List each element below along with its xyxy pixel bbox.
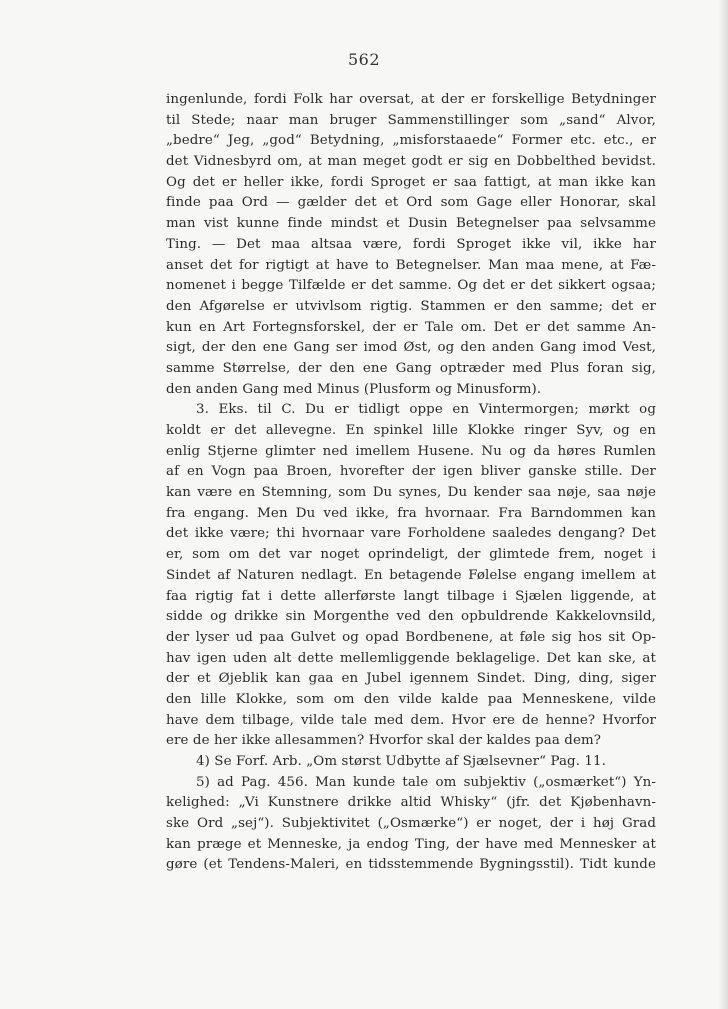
text-line: enlig Stjerne glimter ned imellem Husene. Nu og da høres Rumlen bbox=[166, 443, 656, 459]
text-line: kan være en Stemning, som Du synes, Du kender saa nøje, saa nøje bbox=[166, 485, 656, 501]
text-line: samme Størrelse, der den ene Gang optræder med Plus foran sig, bbox=[166, 360, 656, 376]
text-line: have dem tilbage, vilde tale med dem. Hvor ere de henne? Hvorfor bbox=[166, 712, 656, 728]
text-line: fra engang. Men Du ved ikke, fra hvornaar. Fra Barndommen kan bbox=[166, 505, 656, 521]
text-line: finde paa Ord — gælder det et Ord som Gage eller Honorar, skal bbox=[166, 195, 656, 211]
text-line: koldt er det allevegne. En spinkel lille Klokke ringer Syv, og en bbox=[166, 423, 656, 438]
text-line: den lille Klokke, som om den vilde kalde paa Menneskene, vilde bbox=[166, 691, 656, 707]
text-line: den Afgørelse er utvivlsom rigtig. Stammen er den samme; det er bbox=[166, 298, 656, 314]
text-line: sigt, der den ene Gang ser imod Øst, og den anden Gang imod Vest, bbox=[166, 340, 656, 356]
text-line: ingenlunde, fordi Folk har oversat, at der er forskellige Betydninger bbox=[166, 92, 656, 107]
page-edge-shadow bbox=[718, 0, 728, 1009]
text-line: Sindet af Naturen nedlagt. En betagende Følelse engang imellem at bbox=[166, 567, 656, 583]
text-line: af en Vogn paa Broen, hvorefter der igen bliver ganske stille. Der bbox=[166, 464, 656, 480]
text-line: anset det for rigtigt at have to Betegnelser. Man maa mene, at Fæ- bbox=[166, 257, 656, 273]
text-line: 4) Se Forf. Arb. „Om størst Udbytte af Sjælsevner“ Pag. 11. bbox=[196, 754, 607, 769]
text-line: der et Øjeblik kan gaa en Jubel igennem Sindet. Ding, ding, siger bbox=[166, 671, 656, 687]
text-line: 3. Eks. til C. Du er tidligt oppe en Vintermorgen; mørkt og bbox=[196, 402, 656, 418]
text-line: det Vidnesbyrd om, at man meget godt er sig en Dobbelthed bevidst. bbox=[166, 154, 656, 170]
text-line: 5) ad Pag. 456. Man kunde tale om subjektiv („osmærket“) Yn- bbox=[196, 774, 656, 790]
text-line: nomenet i begge Tilfælde er det samme. Og det er det sikkert ogsaa; bbox=[166, 278, 656, 294]
text-line: Ting. — Det maa altsaa være, fordi Sproget ikke vil, ikke har bbox=[166, 236, 656, 252]
text-line: faa rigtig fat i dette allerførste langt tilbage i Sjælen liggende, at bbox=[166, 588, 656, 604]
text-line: til Stede; naar man bruger Sammenstillinger som „sand“ Alvor, bbox=[166, 112, 656, 128]
text-line: der lyser ud paa Gulvet og opad Bordbenene, at føle sig hos sit Op- bbox=[166, 629, 656, 645]
text-line: kelighed: „Vi Kunstnere drikke altid Whisky“ (jfr. det Kjøbenhavn- bbox=[166, 795, 656, 811]
text-line: gøre (et Tendens-Maleri, en tidsstemmende Bygningsstil). Tidt kunde bbox=[166, 857, 656, 873]
text-line: „bedre“ Jeg, „god“ Betydning, „misforstaaede“ Former etc. etc., er bbox=[166, 133, 656, 149]
text-line: Og det er heller ikke, fordi Sproget er saa fattigt, at man ikke kan bbox=[166, 174, 656, 190]
text-line: det ikke være; thi hvornaar vare Forholdene saaledes dengang? Det bbox=[166, 526, 656, 542]
text-line: ske Ord „sej“). Subjektivitet („Osmærke“) er noget, der i høj Grad bbox=[166, 816, 656, 832]
body-text bbox=[166, 90, 656, 876]
text-line: den anden Gang med Minus (Plusform og Minusform). bbox=[166, 381, 542, 397]
text-line: sidde og drikke sin Morgenthe ved den opbuldrende Kakkelovnsild, bbox=[166, 609, 656, 625]
text-line: er, som om det var noget oprindeligt, der glimtede frem, noget i bbox=[166, 547, 656, 563]
page-number: 562 bbox=[347, 50, 381, 69]
text-line: kun en Art Fortegnsforskel, der er Tale om. Det er det samme An- bbox=[166, 319, 656, 335]
text-line: kan præge et Menneske, ja endog Ting, der have med Mennesker at bbox=[166, 836, 656, 852]
text-line: ere de her ikke allesammen? Hvorfor skal der kaldes paa dem? bbox=[166, 733, 602, 749]
text-line: hav igen uden alt dette mellemliggende beklagelige. Det kan ske, at bbox=[166, 650, 656, 666]
text-line: man vist kunne finde mindst et Dusin Betegnelser paa selvsamme bbox=[166, 216, 656, 232]
